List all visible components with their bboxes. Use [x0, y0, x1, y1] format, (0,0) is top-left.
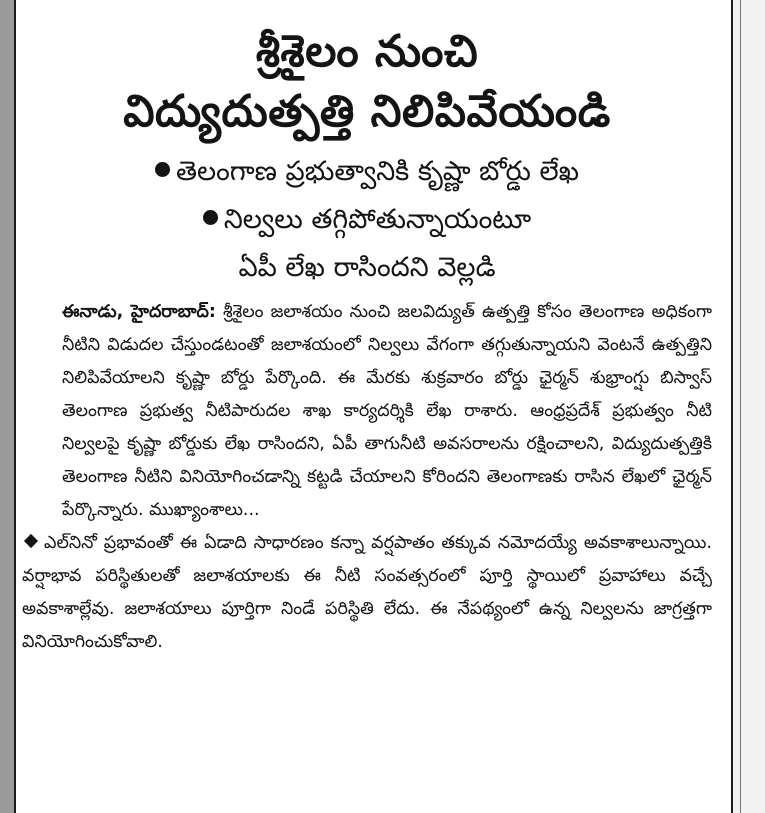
- diamond-bullet-icon: [24, 534, 38, 548]
- subhead-1-text: తెలంగాణ ప్రభుత్వానికి కృష్ణా బోర్డు లేఖ: [175, 156, 580, 187]
- subhead-1: [22, 148, 712, 196]
- cropped-previous-text: [60, 0, 660, 6]
- subhead-3-text: ఏపీ లేఖ రాసిందని వెల్లడి: [238, 252, 496, 283]
- column-rule-right: [731, 0, 733, 813]
- subhead-2: [22, 196, 712, 244]
- bullet-icon: [155, 162, 170, 177]
- subhead-3: [22, 244, 712, 292]
- paragraph-1: [22, 296, 712, 527]
- column-rule-left: [14, 0, 16, 813]
- scan-margin-right: [733, 0, 765, 813]
- paragraph-2-text: ఎల్‌నినో ప్రభావంతో ఈ ఏడాది సాధారణం కన్నా వర్షపాతం తక్కువ నమోదయ్యే అవకాశాలున్నాయి. వర్షాభావ పరిస్థితులతో జలాశయాలకు ఈ నీటి సంవత్సరంలో పూర్తి స్థాయిలో ప్రవాహాలు వచ్చే అవకాశాల్లేవు. జలాశయాలు పూర్తిగా నిండే పరిస్థితి లేదు. ఈ నేపథ్యంలో ఉన్న నిల్వలను జాగ్రత్తగా వినియోగించుకోవాలి.: [22, 533, 712, 652]
- article: [22, 22, 712, 812]
- dateline: ఈనాడు, హైదరాబాద్:: [62, 302, 216, 322]
- headline-line-1: శ్రీశైలం నుంచి: [255, 26, 479, 77]
- subhead-2-text: నిల్వలు తగ్గిపోతున్నాయంటూ: [223, 204, 532, 235]
- paragraph-2: [22, 527, 712, 659]
- article-body: [22, 296, 712, 659]
- scan-margin-left: [0, 0, 14, 813]
- paragraph-1-text: శ్రీశైలం జలాశయం నుంచి జలవిద్యుత్ ఉత్పత్తి కోసం తెలంగాణ అధికంగా నీటిని విడుదల చేస్తుండటంతో జలాశయంలో నిల్వలు వేగంగా తగ్గుతున్నాయని వెంటనే ఉత్పత్తిని నిలిపివేయాలని కృష్ణా బోర్డు పేర్కొంది. ఈ మేరకు శుక్రవారం బోర్డు ఛైర్మన్ శుభ్రాంగ్షు బిస్వాస్ తెలంగాణ ప్రభుత్వ నీటిపారుదల శాఖ కార్యదర్శికి లేఖ రాశారు. ఆంధ్రప్రదేశ్ ప్రభుత్వం నీటి నిల్వలపై కృష్ణా బోర్డుకు లేఖ రాసిందని, ఏపీ తాగునీటి అవసరాలను రక్షించాలని, విద్యుదుత్పత్తికి తెలంగాణ నీటిని వినియోగించడాన్ని కట్టడి చేయాలని కోరిందని తెలంగాణకు రాసిన లేఖలో ఛైర్మన్ పేర్కొన్నారు. ముఖ్యాంశాలు...: [62, 302, 712, 520]
- headline: [22, 22, 712, 142]
- bullet-icon: [203, 210, 218, 225]
- column-rule-right-thin: [740, 0, 741, 813]
- headline-line-2: విద్యుదుత్పత్తి నిలిపివేయండి: [123, 86, 611, 137]
- subheads: [22, 148, 712, 292]
